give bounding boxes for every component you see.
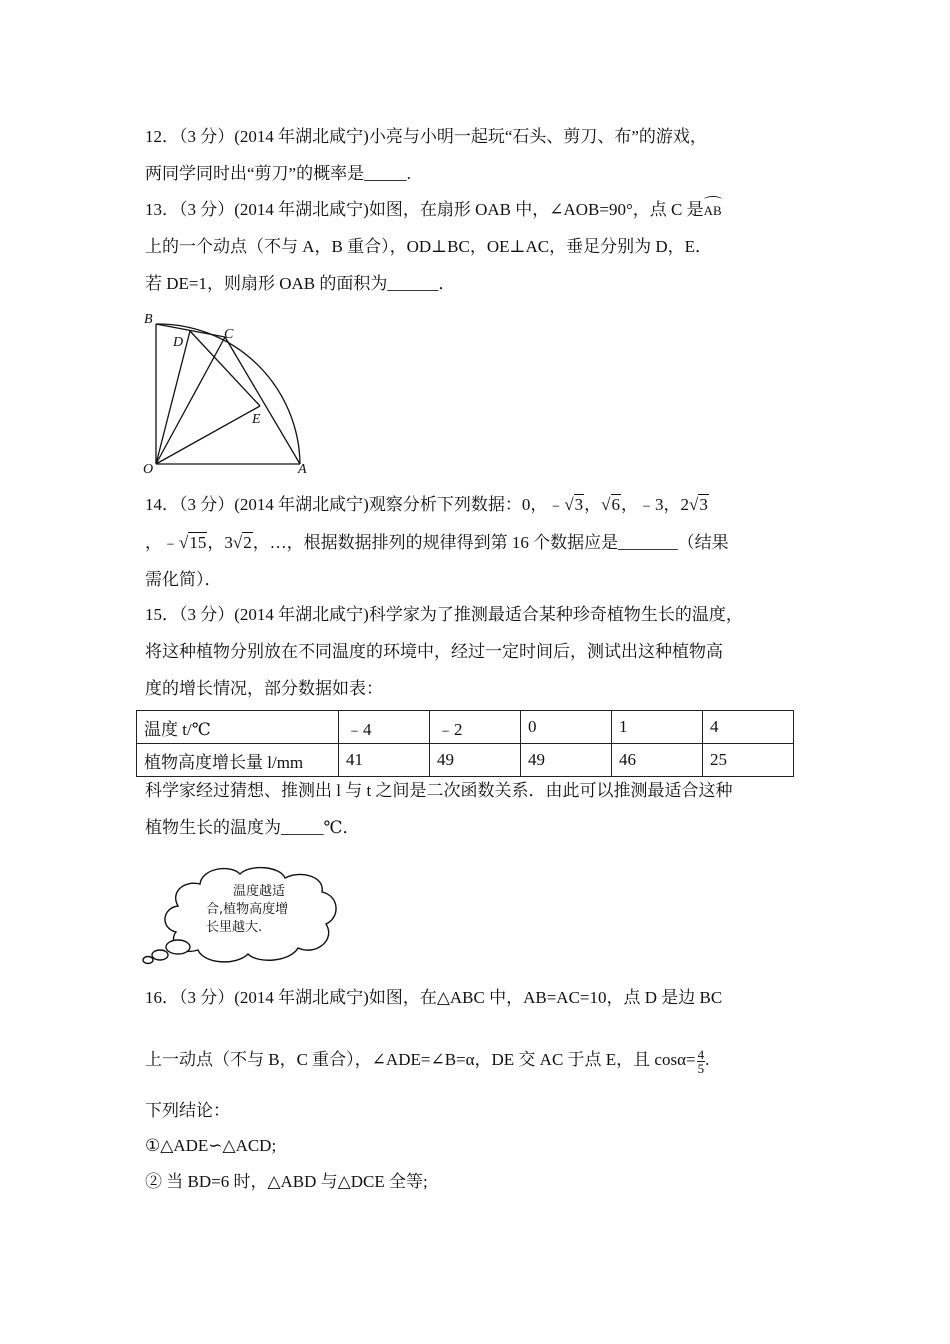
segment-ca (225, 337, 300, 464)
table-row (137, 744, 794, 777)
table-cell: 41 (339, 744, 430, 777)
q13-line2: 上的一个动点（不与 A，B 重合），OD⊥BC，OE⊥AC，垂足分别为 D，E． (145, 237, 713, 256)
segment-od (156, 331, 190, 464)
cloud-bubble-large (166, 940, 190, 954)
segment-de (190, 331, 260, 406)
q12-line1: 12．（3 分）(2014 年湖北咸宁)小亮与小明一起玩“石头、剪刀、布”的游戏， (145, 127, 707, 146)
q14-line3: 需化简）． (145, 570, 222, 589)
q14-line2-post: ，…，根据数据排列的规律得到第 16 个数据应是_______（结果 (252, 533, 729, 552)
segment-bc (156, 324, 225, 337)
q16-line2 (145, 1042, 709, 1078)
q16-line1: 16．（3 分）(2014 年湖北咸宁)如图，在△ABC 中，AB=AC=10，点 D 是边 BC (145, 988, 723, 1007)
thought-cloud-figure (140, 862, 350, 970)
q14-mid2: ，3 (207, 533, 233, 552)
fraction-denominator: 5 (697, 1060, 705, 1076)
q16-line2-post: . (705, 1050, 710, 1069)
table-cell: 49 (430, 744, 521, 777)
q16-line4: ①△ADE∽△ACD; (145, 1136, 277, 1155)
sqrt-3: 3 (574, 495, 584, 514)
cloud-text-line1: 温度越适 (233, 884, 286, 899)
label-o: O (143, 462, 154, 477)
label-e: E (252, 412, 261, 427)
table-cell: 植物高度增长量 l/mm (137, 744, 339, 777)
table-cell: 4 (703, 711, 794, 744)
table-cell: 0 (521, 711, 612, 744)
cloud-bubble-small (143, 957, 153, 964)
label-d: D (173, 335, 184, 350)
q16-line2-text: 上一动点（不与 B，C 重合），∠ADE=∠B=α，DE 交 AC 于点 E，且 cosα= (145, 1050, 696, 1069)
q15-line3: 度的增长情况，部分数据如表： (145, 679, 383, 698)
q14-line1: 14．（3 分）(2014 年湖北咸宁)观察分析下列数据：0，﹣√3，√6，﹣3，2√3 (145, 495, 708, 514)
sqrt-3b: 3 (699, 495, 708, 514)
label-a: A (298, 462, 307, 477)
table-cell: 温度 t/℃ (137, 711, 339, 744)
label-b: B (144, 312, 153, 327)
sector-figure (138, 306, 318, 478)
q14-mid: ，﹣3，2 (621, 495, 690, 514)
q13-line1-text: 13．（3 分）(2014 年湖北咸宁)如图，在扇形 OAB 中，∠AOB=90°，点 C 是 (145, 200, 704, 219)
q14-line2-pre: ，﹣ (145, 533, 179, 552)
q15-line5: 植物生长的温度为_____℃． (145, 818, 360, 837)
table-cell: ﹣2 (430, 711, 521, 744)
q14-sep: ， (584, 495, 602, 514)
sqrt-15: 15 (189, 533, 207, 552)
q12-line2: 两同学同时出“剪刀”的概率是_____. (145, 164, 411, 183)
sqrt-6: 6 (611, 495, 621, 514)
table-row (137, 711, 794, 744)
table-cell: 46 (612, 744, 703, 777)
q14-line2: ，﹣√15，3√2，…，根据数据排列的规律得到第 16 个数据应是_______（结果 (145, 533, 729, 552)
fraction-numerator: 4 (697, 1046, 705, 1062)
temperature-growth-table (136, 710, 794, 777)
table-cell: 49 (521, 744, 612, 777)
q13-line3: 若 DE=1，则扇形 OAB 的面积为______． (145, 274, 456, 293)
table-cell: ﹣4 (339, 711, 430, 744)
table-cell: 25 (703, 744, 794, 777)
q15-line1: 15．（3 分）(2014 年湖北咸宁)科学家为了推测最适合某种珍奇植物生长的温度， (145, 605, 743, 624)
q15-line4: 科学家经过猜想、推测出 l 与 t 之间是二次函数关系．由此可以推测最适合这种 (145, 781, 733, 800)
arc-ab-symbol: AB (704, 199, 722, 223)
sqrt-2: 2 (243, 533, 252, 552)
q14-line1-text: 14．（3 分）(2014 年湖北咸宁)观察分析下列数据：0，﹣ (145, 495, 565, 514)
q16-line5: ② 当 BD=6 时，△ABD 与△DCE 全等; (145, 1172, 428, 1191)
q13-line1 (145, 198, 722, 223)
table-cell: 1 (612, 711, 703, 744)
fraction-4-5 (697, 1048, 706, 1075)
q15-line2: 将这种植物分别放在不同温度的环境中，经过一定时间后，测试出这种植物高 (145, 642, 723, 661)
cloud-text-line3: 长里越大. (206, 920, 263, 935)
cloud-text-line2: 合,植物高度增 (206, 902, 289, 917)
cloud-bubble-medium (152, 950, 168, 960)
q16-line3: 下列结论： (145, 1101, 230, 1120)
label-c: C (224, 327, 234, 342)
